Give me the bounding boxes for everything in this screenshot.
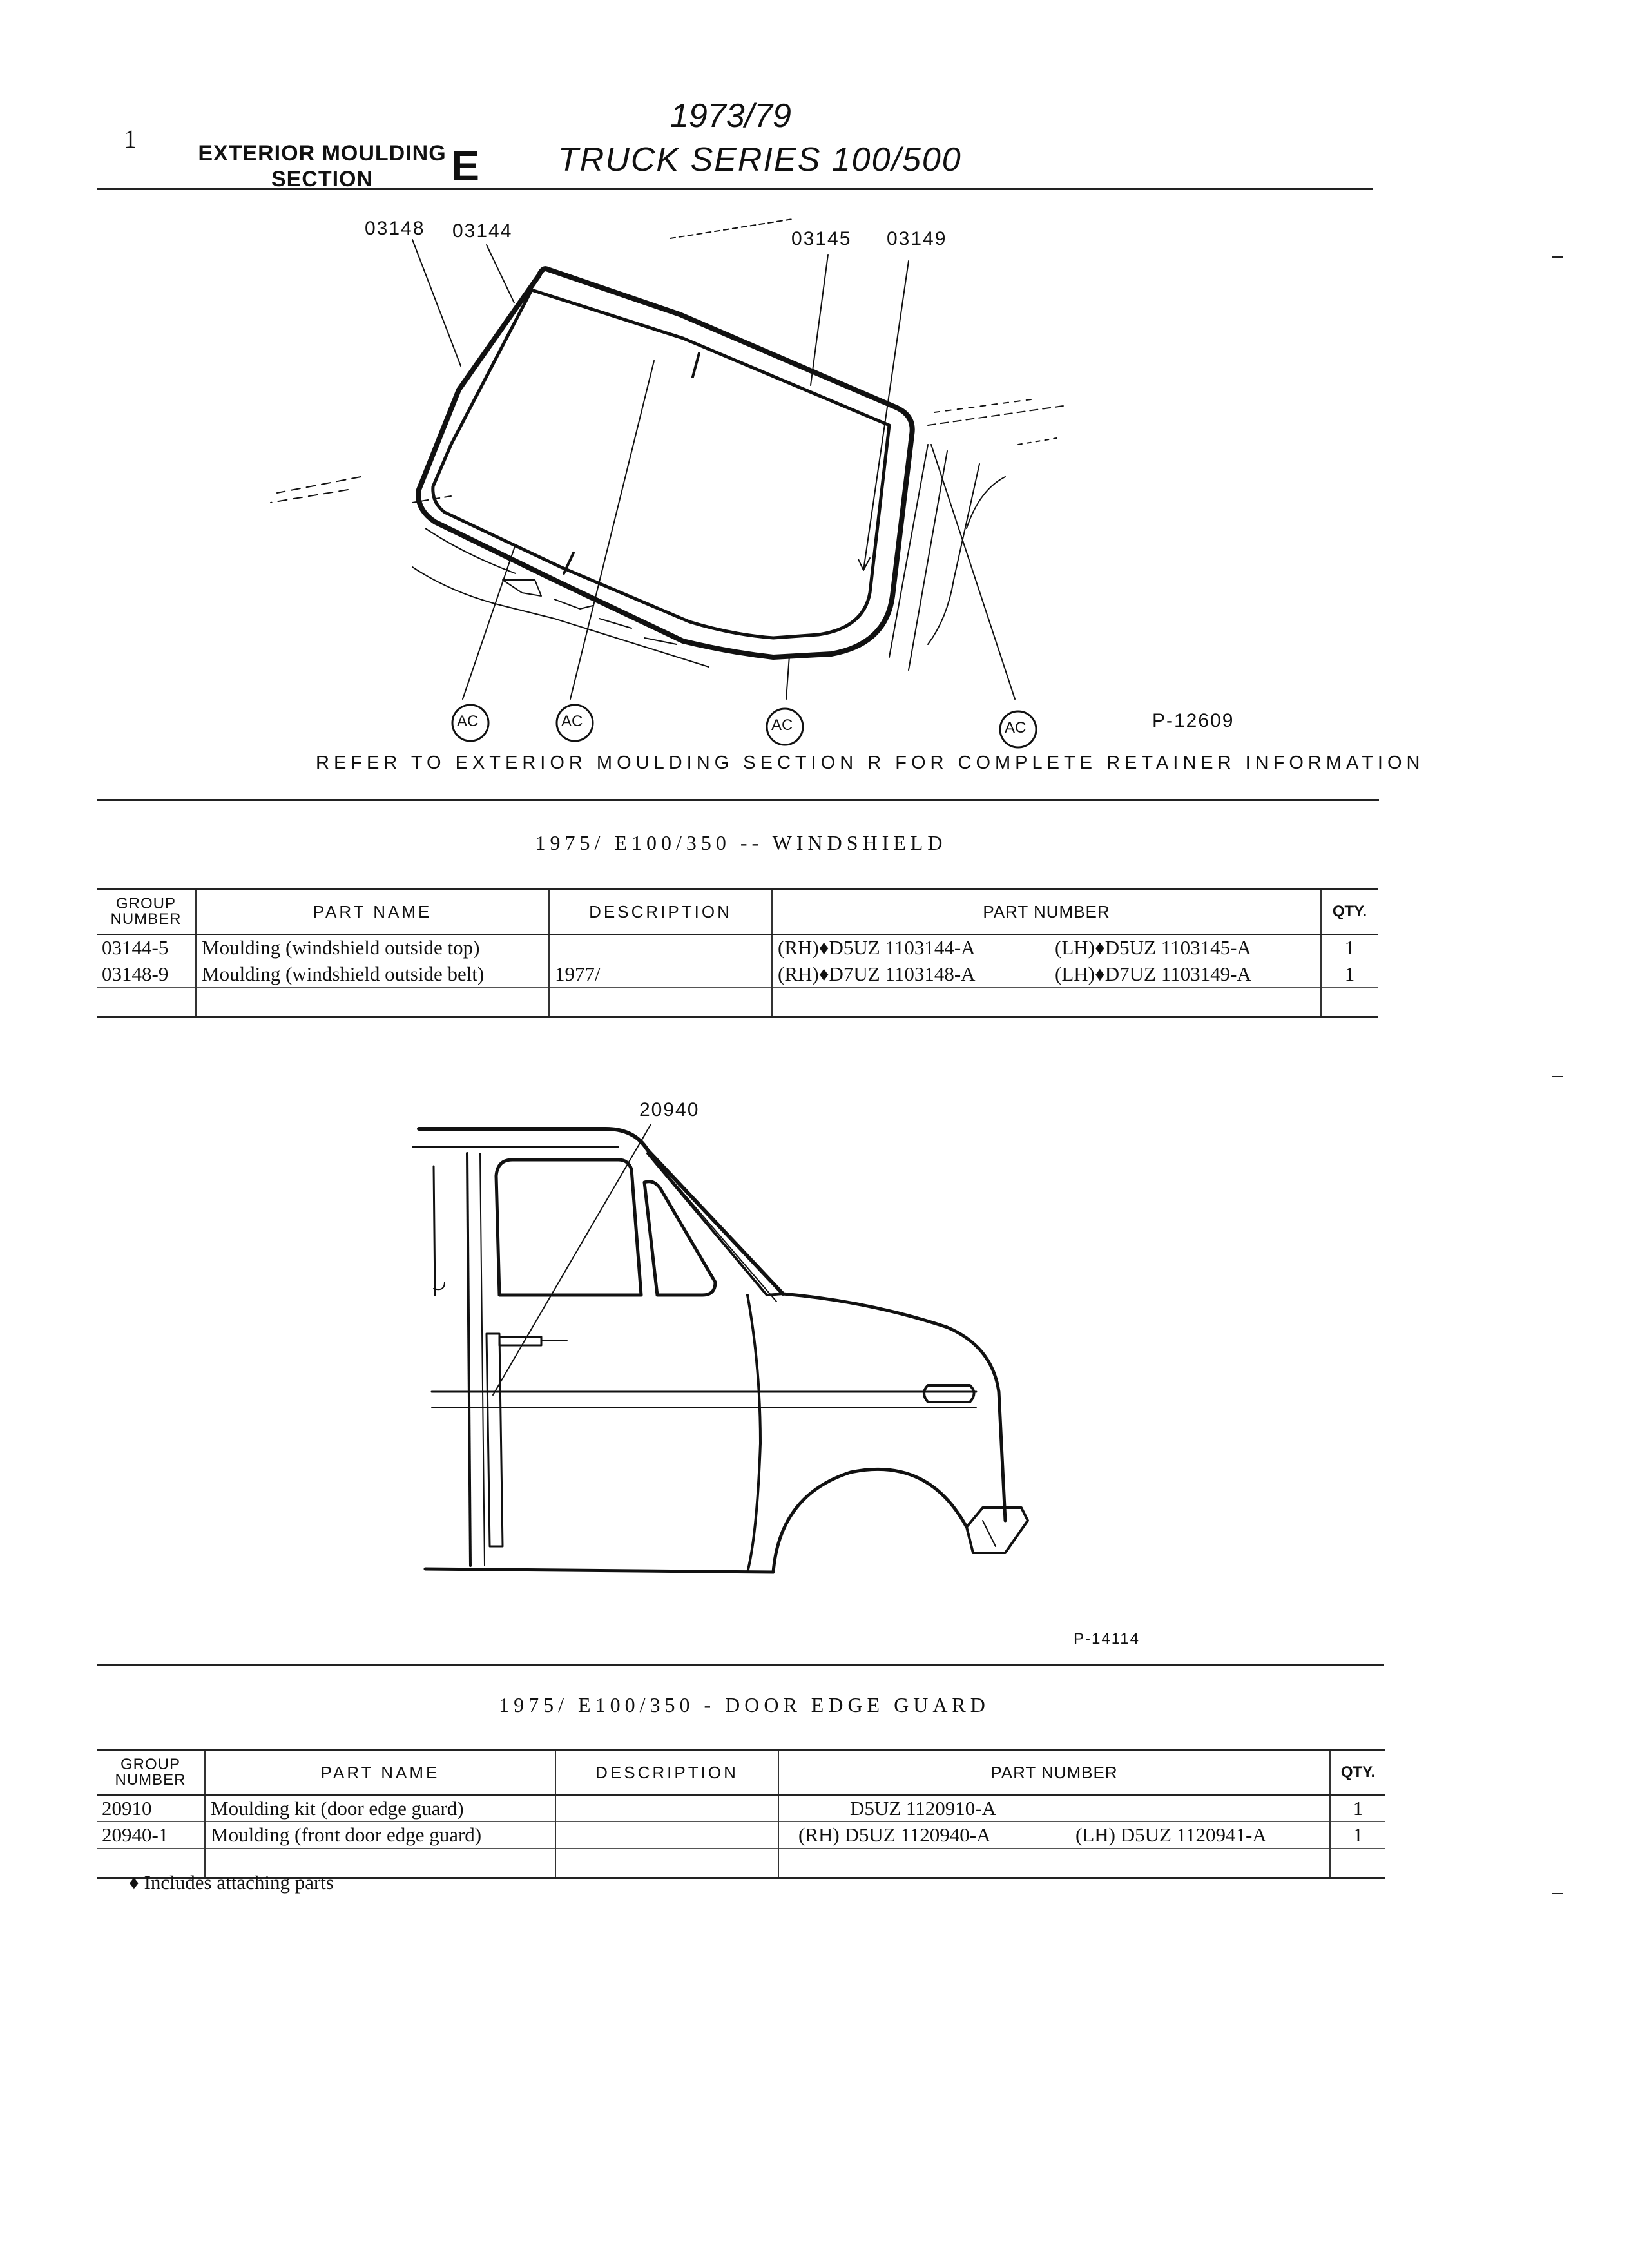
lh-part-number: (LH)♦D7UZ 1103149-A [1055,963,1251,985]
part-number-cell [778,1822,1330,1849]
part-number-header: PART NUMBER [772,889,1321,935]
margin-mark [1552,256,1563,258]
description-cell [555,1822,778,1849]
description-header: DESCRIPTION [549,889,772,935]
callout-03144: 03144 [452,220,513,242]
part-number-cell [778,1795,1330,1822]
model-years: 1973/79 [670,97,791,135]
part-name-cell: Moulding kit (door edge guard) [205,1795,555,1822]
description-header: DESCRIPTION [555,1750,778,1796]
figure-id-door: P-14114 [1074,1630,1140,1648]
callout-03148: 03148 [365,218,425,239]
table-header-row [97,1750,1385,1796]
part-name-cell: Moulding (front door edge guard) [205,1822,555,1849]
section-title-line2: SECTION [271,167,374,191]
part-number-header: PART NUMBER [778,1750,1330,1796]
truck-series: TRUCK SERIES 100/500 [558,141,962,178]
ac-badge-2: AC [561,713,583,730]
part-name-cell: Moulding (windshield outside top) [196,934,549,961]
group-number-cell: 03148-9 [97,961,196,988]
kit-part-number: D5UZ 1120910-A [850,1797,997,1820]
footnote-attaching-parts: ♦ Includes attaching parts [129,1871,334,1894]
lh-part-number: (LH) D5UZ 1120941-A [1075,1823,1267,1846]
figure-id-windshield: P-12609 [1152,710,1235,731]
margin-mark [1552,1076,1563,1077]
section-letter: E [451,142,480,189]
qty-header: QTY. [1321,889,1378,935]
lh-part-number: (LH)♦D5UZ 1103145-A [1055,936,1251,959]
part-name-cell: Moulding (windshield outside belt) [196,961,549,988]
group-number-cell: 20910 [97,1795,205,1822]
qty-cell: 1 [1321,934,1378,961]
windshield-table-caption: 1975/ E100/350 -- WINDSHIELD [535,831,947,854]
qty-header: QTY. [1330,1750,1385,1796]
description-cell: 1977/ [549,961,772,988]
ac-badge-1: AC [457,713,479,730]
group-number-header: GROUP NUMBER [97,889,196,935]
section-title-line1: EXTERIOR MOULDING [198,141,447,166]
description-cell [555,1795,778,1822]
callout-03145: 03145 [791,228,852,249]
retainer-reference-note: REFER TO EXTERIOR MOULDING SECTION R FOR COMPLETE RETAINER INFORMATION [316,753,1425,773]
rh-part-number: (RH)♦D5UZ 1103144-A [778,936,976,959]
callout-20940: 20940 [639,1099,700,1120]
group-number-cell: 03144-5 [97,934,196,961]
part-name-header: PART NAME [196,889,549,935]
rh-part-number: (RH) D5UZ 1120940-A [798,1823,991,1846]
ac-badge-4: AC [1005,719,1027,736]
group-number-cell: 20940-1 [97,1822,205,1849]
door-edge-guard-parts-table [97,1749,1385,1879]
callout-03149: 03149 [887,228,947,249]
table-row [97,1795,1385,1822]
rh-part-number: (RH)♦D7UZ 1103148-A [778,963,976,985]
margin-mark [1552,1893,1563,1894]
door-section-rule [97,1664,1384,1666]
qty-cell: 1 [1330,1822,1385,1849]
group-number-header: GROUP NUMBER [97,1750,205,1796]
table-row [97,1822,1385,1849]
page-number: 1 [124,124,137,153]
ac-badge-3: AC [771,716,793,734]
part-name-header: PART NAME [205,1750,555,1796]
qty-cell: 1 [1321,961,1378,988]
qty-cell: 1 [1330,1795,1385,1822]
door-table-caption: 1975/ E100/350 - DOOR EDGE GUARD [499,1693,990,1716]
